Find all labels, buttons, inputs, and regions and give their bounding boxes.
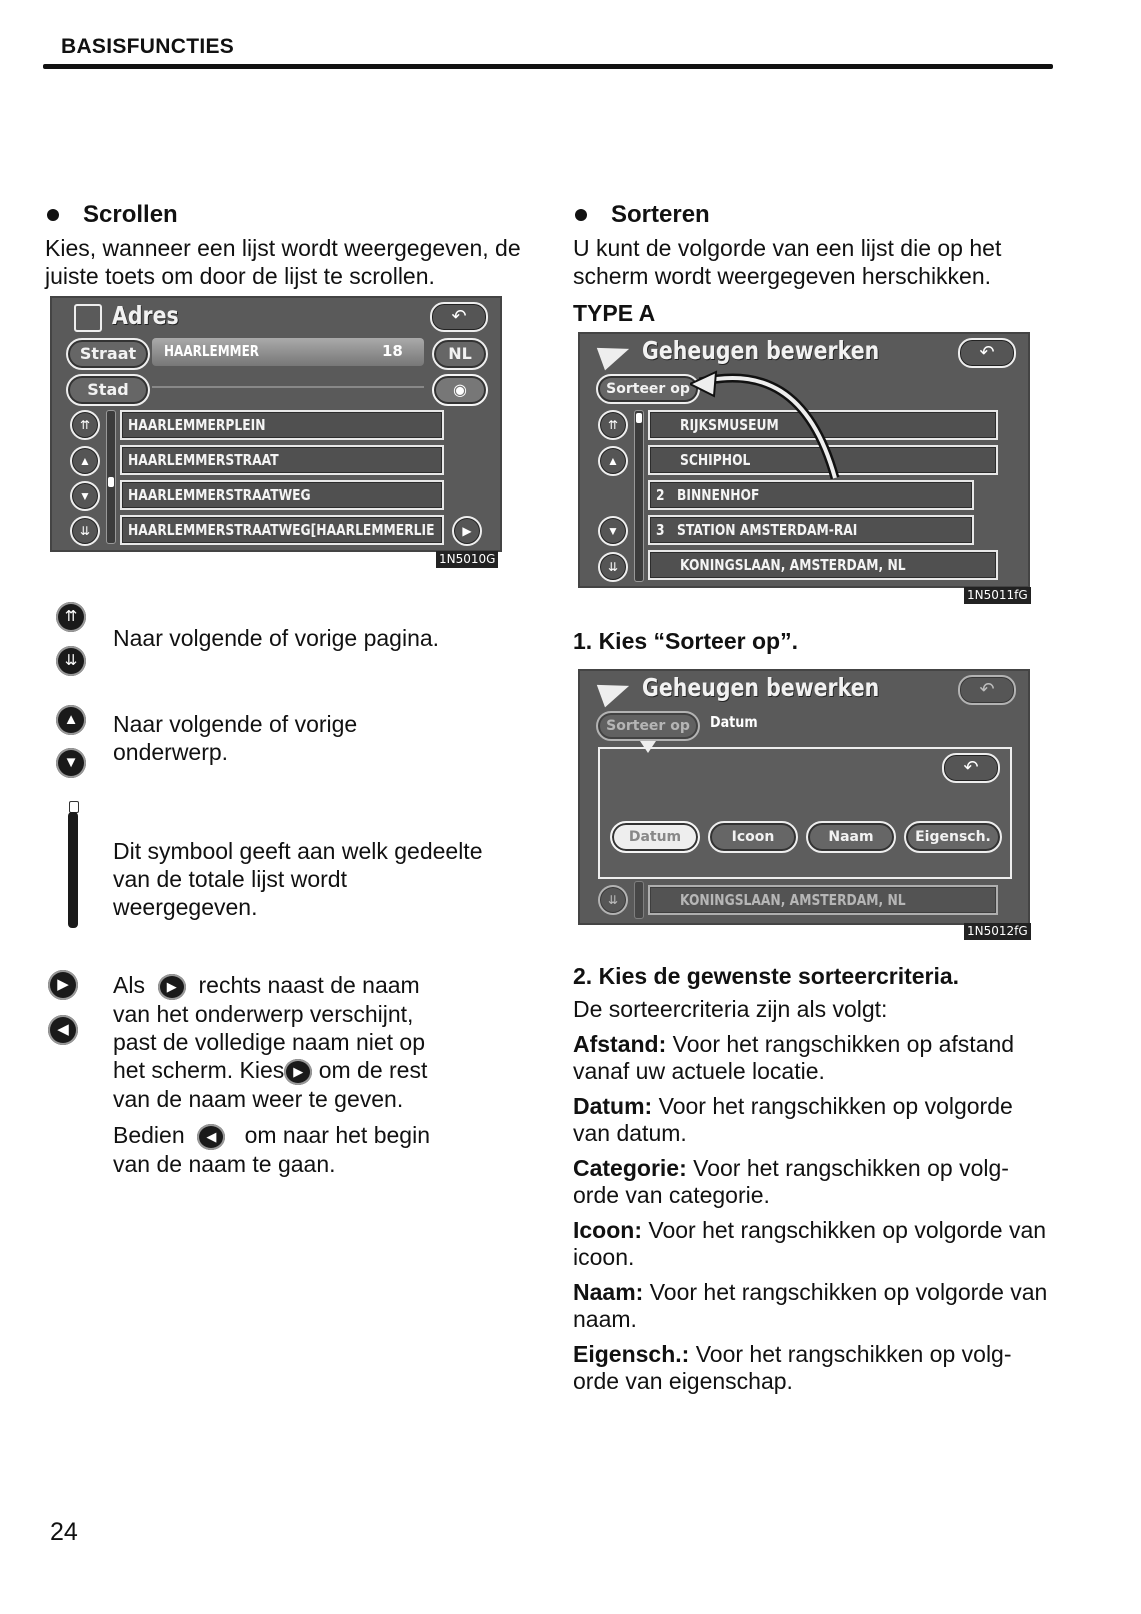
country-button[interactable]: NL bbox=[432, 338, 488, 370]
scrollbar[interactable] bbox=[634, 410, 644, 582]
header-rule bbox=[43, 64, 1053, 69]
screen-title: Geheugen bewerken bbox=[642, 336, 880, 365]
page-up-button[interactable]: ⇈ bbox=[70, 410, 100, 440]
back-button[interactable]: ↶ bbox=[430, 302, 488, 332]
scroll-right-inline-icon: ▶ bbox=[284, 1059, 312, 1085]
item-up-button[interactable]: ▲ bbox=[598, 446, 628, 476]
stad-field bbox=[152, 386, 424, 388]
back-button-dimmed: ↶ bbox=[958, 675, 1016, 705]
scroll-left-icon: ◀ bbox=[48, 1015, 78, 1045]
item-up-button[interactable]: ▲ bbox=[70, 446, 100, 476]
als-legend-text: Als ▶ rechts naast de naam van het onderwerp verschijnt, past de volledige naam niet op het scherm. Kies ▶ om de rest van de naam weer te geven. Bedien ◀ om naar het begin van de naam te gaan. bbox=[113, 972, 430, 1177]
list-item[interactable]: 2 BINNENHOF bbox=[648, 480, 974, 510]
bullet-icon bbox=[575, 209, 587, 221]
item-up-icon: ▲ bbox=[56, 705, 86, 735]
sort-options-screen bbox=[578, 669, 1030, 925]
scroll-right-inline-icon: ▶ bbox=[158, 974, 186, 1000]
page-down-button[interactable]: ⇊ bbox=[598, 552, 628, 582]
scroll-left-inline-icon: ◀ bbox=[197, 1124, 225, 1150]
criteria-intro: De sorteercriteria zijn als volgt: bbox=[573, 996, 888, 1022]
scrollbar-thumb[interactable] bbox=[636, 413, 642, 423]
page-number: 24 bbox=[50, 1518, 78, 1546]
page-up-icon: ⇈ bbox=[56, 602, 86, 632]
step-1: 1. Kies “Sorteer op”. bbox=[573, 628, 798, 654]
geheugen-screen bbox=[578, 332, 1030, 588]
right-column bbox=[573, 200, 1053, 328]
popup-pointer-icon bbox=[640, 741, 656, 753]
criteria-list bbox=[573, 996, 1048, 1403]
left-column bbox=[45, 200, 525, 290]
list-item[interactable]: HAARLEMMERPLEIN bbox=[120, 410, 444, 440]
item-legend-text: Naar volgende of vorige onderwerp. bbox=[113, 711, 358, 765]
sort-option-eigensch[interactable]: Eigensch. bbox=[904, 821, 1002, 853]
popup-back-button[interactable]: ↶ bbox=[942, 753, 1000, 783]
scrollbar[interactable] bbox=[106, 410, 116, 544]
list-item[interactable]: RIJKSMUSEUM bbox=[648, 410, 998, 440]
result-count: 18 bbox=[382, 342, 403, 360]
image-code: 1N5011fG bbox=[964, 587, 1031, 604]
section-title: BASISFUNCTIES bbox=[61, 35, 235, 58]
sort-button[interactable]: Sorteer op bbox=[596, 711, 700, 741]
criteria-item: Datum: Voor het rangschikken op volgorde van datum. bbox=[573, 1093, 1013, 1146]
type-label: TYPE A bbox=[573, 300, 656, 326]
list-item[interactable]: SCHIPHOL bbox=[648, 445, 998, 475]
pointer-arrow-icon bbox=[690, 368, 850, 488]
scroll-position-bar-icon bbox=[68, 812, 78, 928]
list-item[interactable]: HAARLEMMERSTRAAT bbox=[120, 445, 444, 475]
list-item[interactable]: HAARLEMMERSTRAATWEG bbox=[120, 480, 444, 510]
list-item[interactable]: KONINGSLAAN, AMSTERDAM, NL bbox=[648, 550, 998, 580]
page-up-button[interactable]: ⇈ bbox=[598, 410, 628, 440]
page-down-button[interactable]: ⇊ bbox=[598, 885, 628, 915]
criteria-item: Eigensch.: Voor het rangschikken op volg-orde van eigenschap. bbox=[573, 1341, 1012, 1394]
scrollbar bbox=[634, 881, 644, 919]
stad-button[interactable]: Stad bbox=[66, 374, 150, 406]
search-input-value: HAARLEMMER bbox=[164, 342, 260, 360]
scrollen-heading: Scrollen bbox=[45, 200, 525, 230]
bullet-icon bbox=[47, 209, 59, 221]
list-item[interactable]: HAARLEMMERSTRAATWEG[HAARLEMMERLIE bbox=[120, 515, 444, 545]
item-down-button[interactable]: ▼ bbox=[70, 481, 100, 511]
sort-option-datum[interactable]: Datum bbox=[610, 821, 700, 853]
flag-icon bbox=[597, 675, 633, 708]
flag-icon bbox=[597, 338, 633, 371]
page-legend-text: Naar volgende of vorige pagina. bbox=[113, 625, 440, 651]
step-2: 2. Kies de gewenste sorteercriteria. bbox=[573, 963, 960, 989]
criteria-item: Icoon: Voor het rangschikken op volgorde van icoon. bbox=[573, 1217, 1047, 1270]
scroll-right-icon: ▶ bbox=[48, 970, 78, 1000]
criteria-item: Categorie: Voor het rangschikken op volg-orde van categorie. bbox=[573, 1155, 1009, 1208]
page-down-icon: ⇊ bbox=[56, 646, 86, 676]
ok-button[interactable]: ◉ bbox=[432, 374, 488, 406]
sorteren-intro: U kunt de volgorde van een lijst die op het scherm wordt weergegeven herschikken. bbox=[573, 235, 1002, 289]
item-down-icon: ▼ bbox=[56, 748, 86, 778]
list-item[interactable]: 3 STATION AMSTERDAM-RAI bbox=[648, 515, 974, 545]
screen-title: Adres bbox=[112, 301, 179, 330]
page-down-button[interactable]: ⇊ bbox=[70, 516, 100, 546]
item-down-button[interactable]: ▼ bbox=[598, 516, 628, 546]
current-sort: Datum bbox=[710, 713, 758, 731]
list-item: KONINGSLAAN, AMSTERDAM, NL bbox=[648, 885, 998, 915]
sorteren-heading: Sorteren bbox=[573, 200, 1053, 230]
bar-legend-text: Dit symbool geeft aan welk gedeelte van de totale lijst wordt weergegeven. bbox=[113, 838, 483, 920]
image-code: 1N5010G bbox=[436, 551, 498, 568]
criteria-item: Afstand: Voor het rangschikken op afstand vanaf uw actuele locatie. bbox=[573, 1031, 1015, 1084]
back-button[interactable]: ↶ bbox=[958, 338, 1016, 368]
straat-button[interactable]: Straat bbox=[66, 338, 150, 370]
sort-button[interactable]: Sorteer op bbox=[596, 374, 700, 404]
adres-screen bbox=[50, 296, 502, 552]
sort-option-naam[interactable]: Naam bbox=[806, 821, 896, 853]
scrollbar-thumb[interactable] bbox=[108, 477, 114, 487]
scroll-right-button[interactable]: ▶ bbox=[452, 516, 482, 546]
screen-title: Geheugen bewerken bbox=[642, 673, 880, 702]
image-code: 1N5012fG bbox=[964, 923, 1031, 940]
scrollen-intro: Kies, wanneer een lijst wordt weergegeven, de juiste toets om door de lijst te scrollen. bbox=[45, 235, 521, 289]
criteria-item: Naam: Voor het rangschikken op volgorde van naam. bbox=[573, 1279, 1048, 1332]
document-icon bbox=[74, 304, 102, 332]
sort-option-icoon[interactable]: Icoon bbox=[708, 821, 798, 853]
